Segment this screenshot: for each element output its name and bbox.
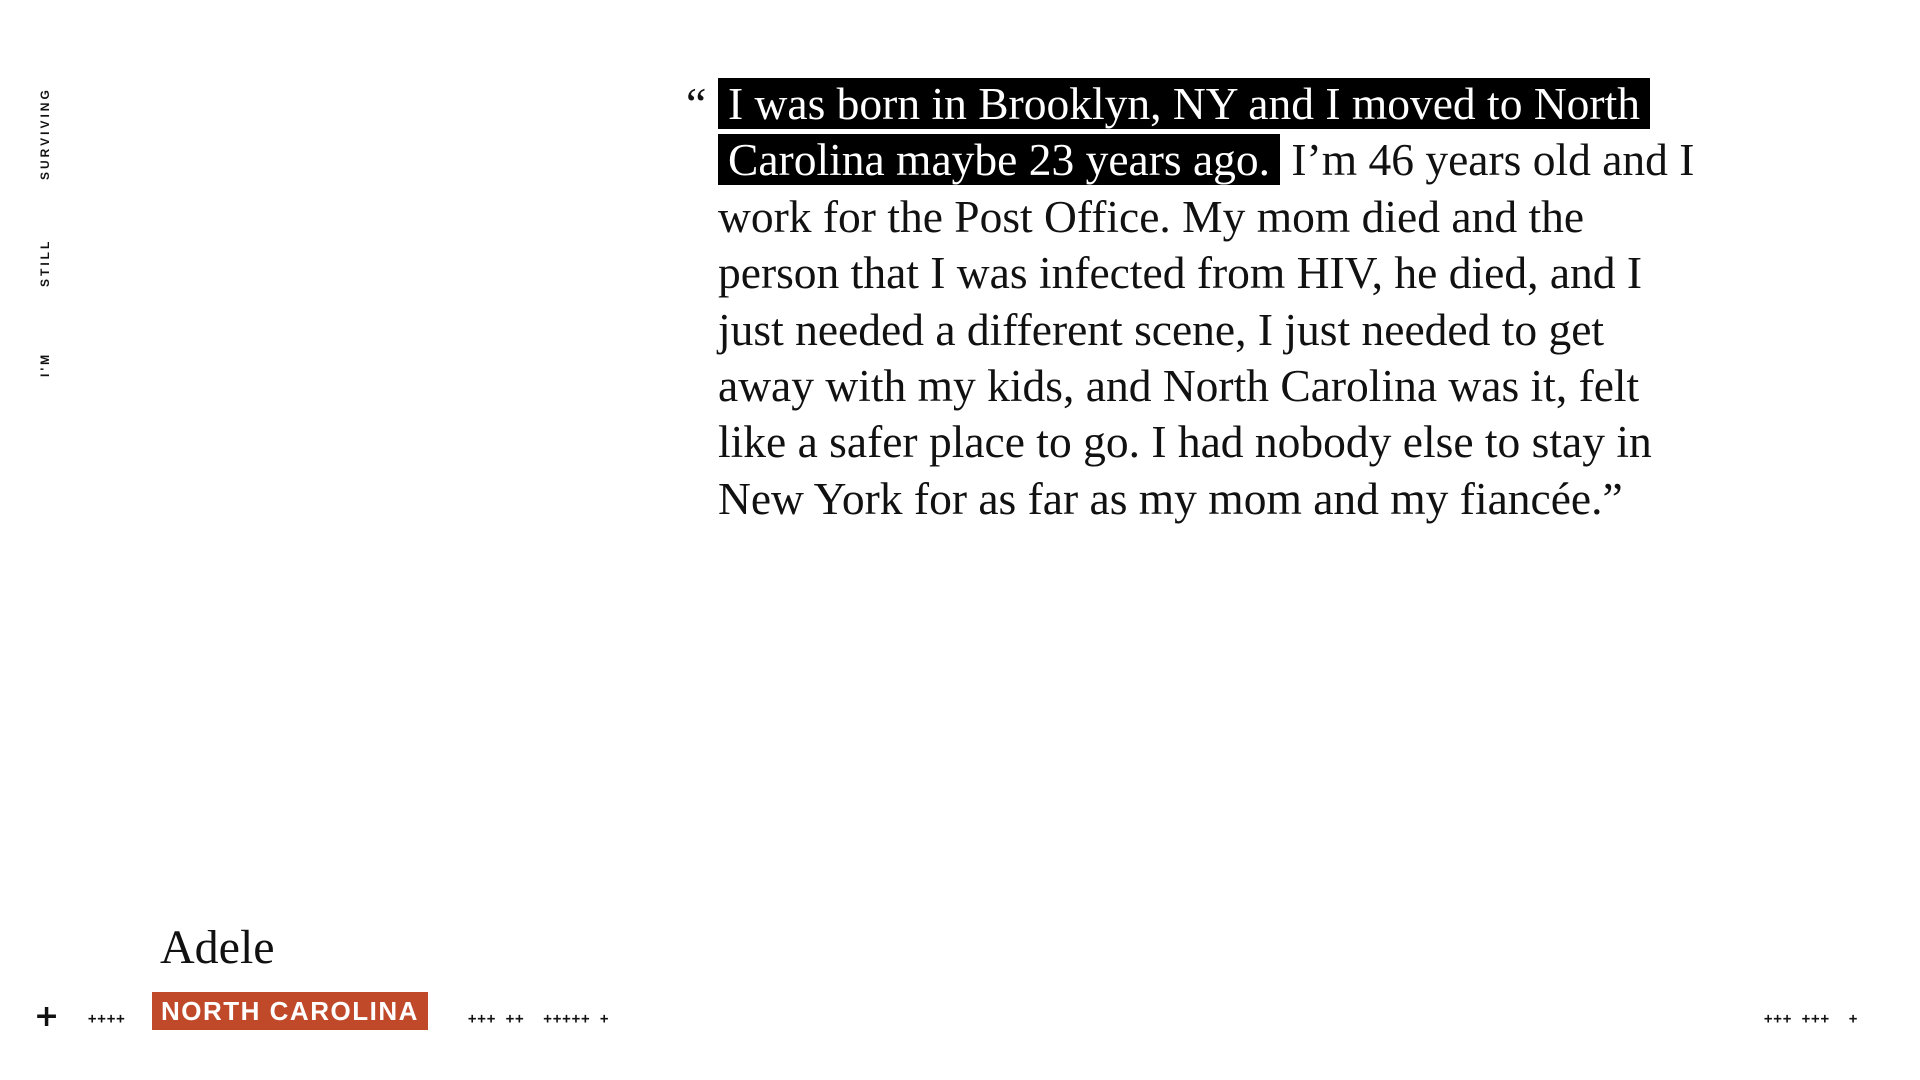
side-title-word-surviving: SURVIVING xyxy=(38,87,52,180)
open-quote-mark: “ xyxy=(686,78,707,129)
plus-row-decoration-left: ++++ xyxy=(88,1011,126,1027)
person-name: Adele xyxy=(160,921,275,974)
side-title-word-im: I'M xyxy=(38,351,52,377)
plus-row-decoration-middle: +++ ++ +++++ + xyxy=(468,1011,610,1027)
quote-highlight: I was born in Brooklyn, NY and I moved to North Carolina maybe 23 years ago. xyxy=(718,78,1650,185)
quote-body: I’m 46 years old and I work for the Post Office. My mom died and the person that I was infected from HIV, he died, and I just needed a different scene, I just needed to get away with my kids, and North Carolina was it, felt like a safer place to go. I had nobody else to stay in New York for as far as my mom and my fiancée.” xyxy=(718,134,1695,524)
side-title-vertical xyxy=(38,82,58,382)
quote-text xyxy=(718,76,1708,527)
location-badge[interactable]: NORTH CAROLINA xyxy=(152,992,428,1030)
plus-marker-icon[interactable]: + xyxy=(34,999,60,1034)
plus-row-decoration-right: +++ +++ + xyxy=(1764,1011,1859,1027)
side-title-word-still: STILL xyxy=(38,238,52,287)
